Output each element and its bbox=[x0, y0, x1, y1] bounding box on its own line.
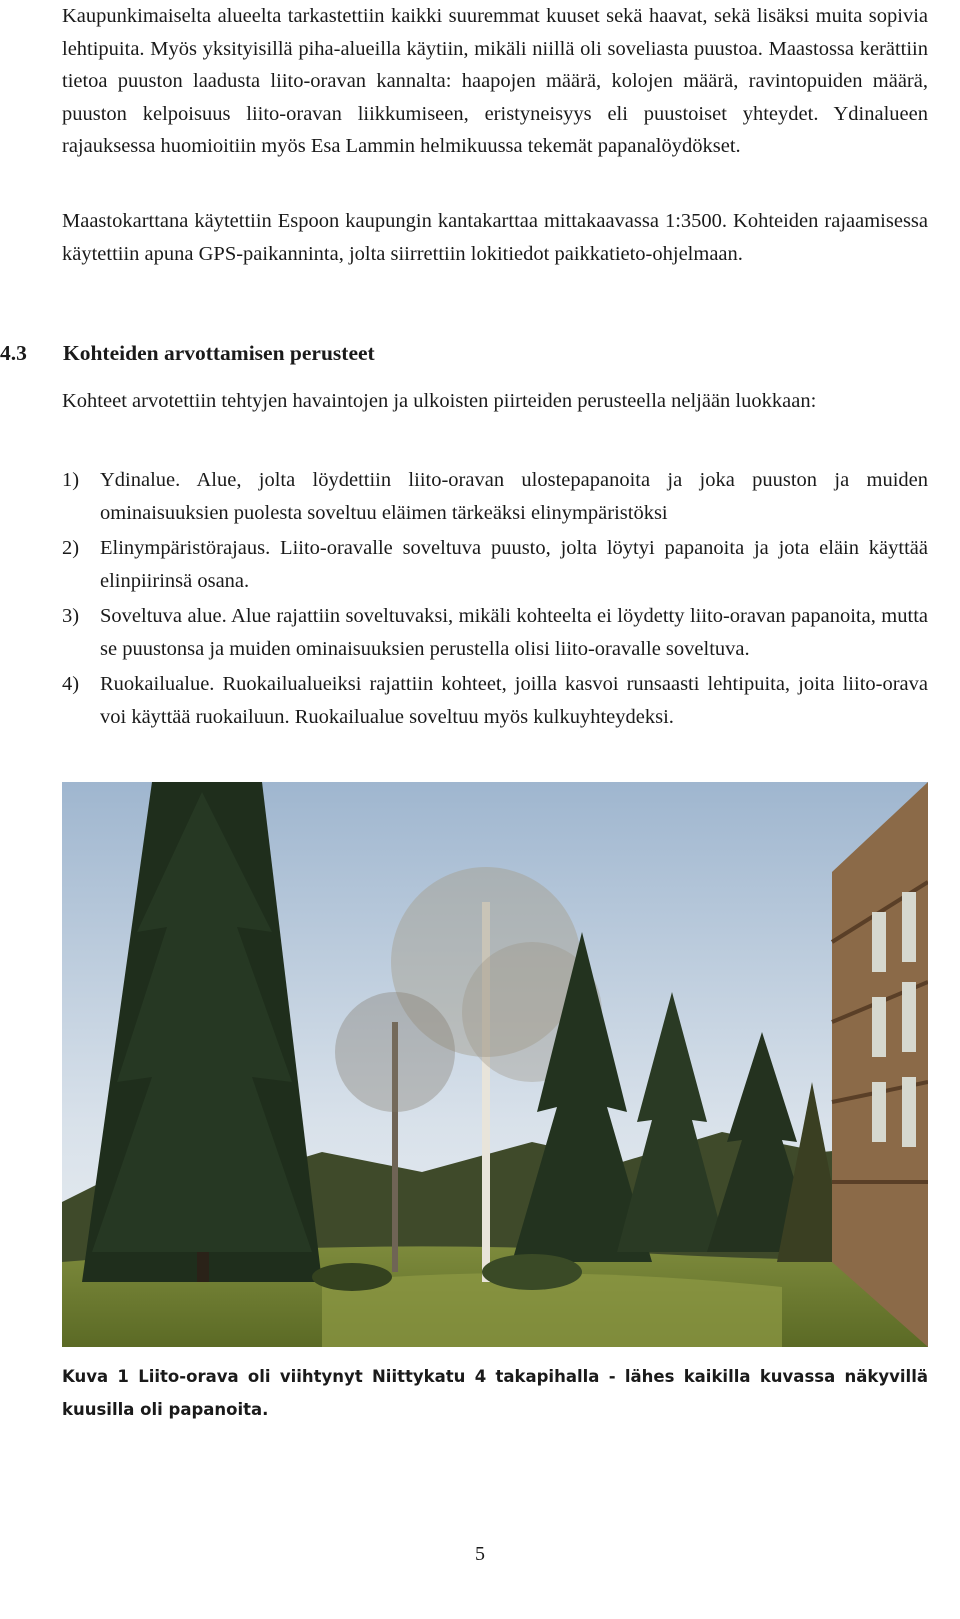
list-item-text: Ruokailualue. Ruokailualueiksi rajattiin kohteet, joilla kasvoi runsaasti lehtipuita, joita liito-orava voi käyttää ruokailuun. Ruokailualue soveltuu myös kulkuyhteydeksi. bbox=[100, 673, 928, 728]
intro-paragraph: Kaupunkimaiselta alueelta tarkastettiin kaikki suuremmat kuuset sekä haavat, sekä lisäksi muita sopivia lehtipuita. Myös yksityisillä piha-alueilla käytiin, mikäli niillä oli soveliasta puustoa. Maastossa kerättiin tietoa puuston laadusta liito-oravan kannalta: haapojen määrä, kolojen määrä, ravintopuiden määrä, puuston kelpoisuus liito-oravan liikkumiseen, eristyneisyys eli puustoiset yhteydet. Ydinalueen rajauksessa huomioitiin myös Esa Lammin helmikuussa tekemät papanalöydökset. bbox=[62, 5, 928, 157]
list-item-text: Soveltuva alue. Alue rajattiin soveltuvaksi, mikäli kohteelta ei löydetty liito-oravan papanoita, mutta se puustonsa ja muiden ominaisuuksien perustella olisi liito-oravalle soveltuva. bbox=[100, 605, 928, 660]
section-intro: Kohteet arvotettiin tehtyjen havaintojen ja ulkoisten piirteiden perusteella neljään luokkaan: bbox=[62, 390, 817, 412]
list-item-number: 4) bbox=[62, 673, 80, 695]
list-item-number: 3) bbox=[62, 605, 80, 627]
list-item bbox=[0, 532, 928, 597]
page-number: 5 bbox=[475, 1543, 485, 1565]
section-number: 4.3 bbox=[0, 341, 27, 365]
forest-photo bbox=[62, 782, 928, 1347]
list-item-number: 2) bbox=[62, 537, 80, 559]
list-item bbox=[0, 600, 928, 665]
list-item-text: Elinympäristörajaus. Liito-oravalle soveltuva puusto, jolta löytyi papanoita ja jota eläin käyttää elinpiirinsä osana. bbox=[100, 537, 928, 592]
list-item-text: Ydinalue. Alue, jolta löydettiin liito-oravan ulostepapanoita ja joka puuston ja muiden ominaisuuksien puolesta soveltuu eläimen tärkeäksi elinympäristöksi bbox=[100, 469, 928, 524]
list-item-number: 1) bbox=[62, 469, 80, 491]
list-item bbox=[0, 668, 928, 733]
category-list bbox=[0, 464, 960, 736]
section-title: Kohteiden arvottamisen perusteet bbox=[63, 341, 375, 365]
list-item bbox=[0, 464, 928, 529]
figure-caption: Kuva 1 Liito-orava oli viihtynyt Niittykatu 4 takapihalla - lähes kaikilla kuvassa näkyvillä kuusilla oli papanoita. bbox=[62, 1367, 928, 1419]
map-paragraph: Maastokarttana käytettiin Espoon kaupungin kantakarttaa mittakaavassa 1:3500. Kohteiden rajaamisessa käytettiin apuna GPS-paikanninta, jolta siirrettiin lokitiedot paikkatieto-ohjelmaan. bbox=[62, 210, 928, 265]
